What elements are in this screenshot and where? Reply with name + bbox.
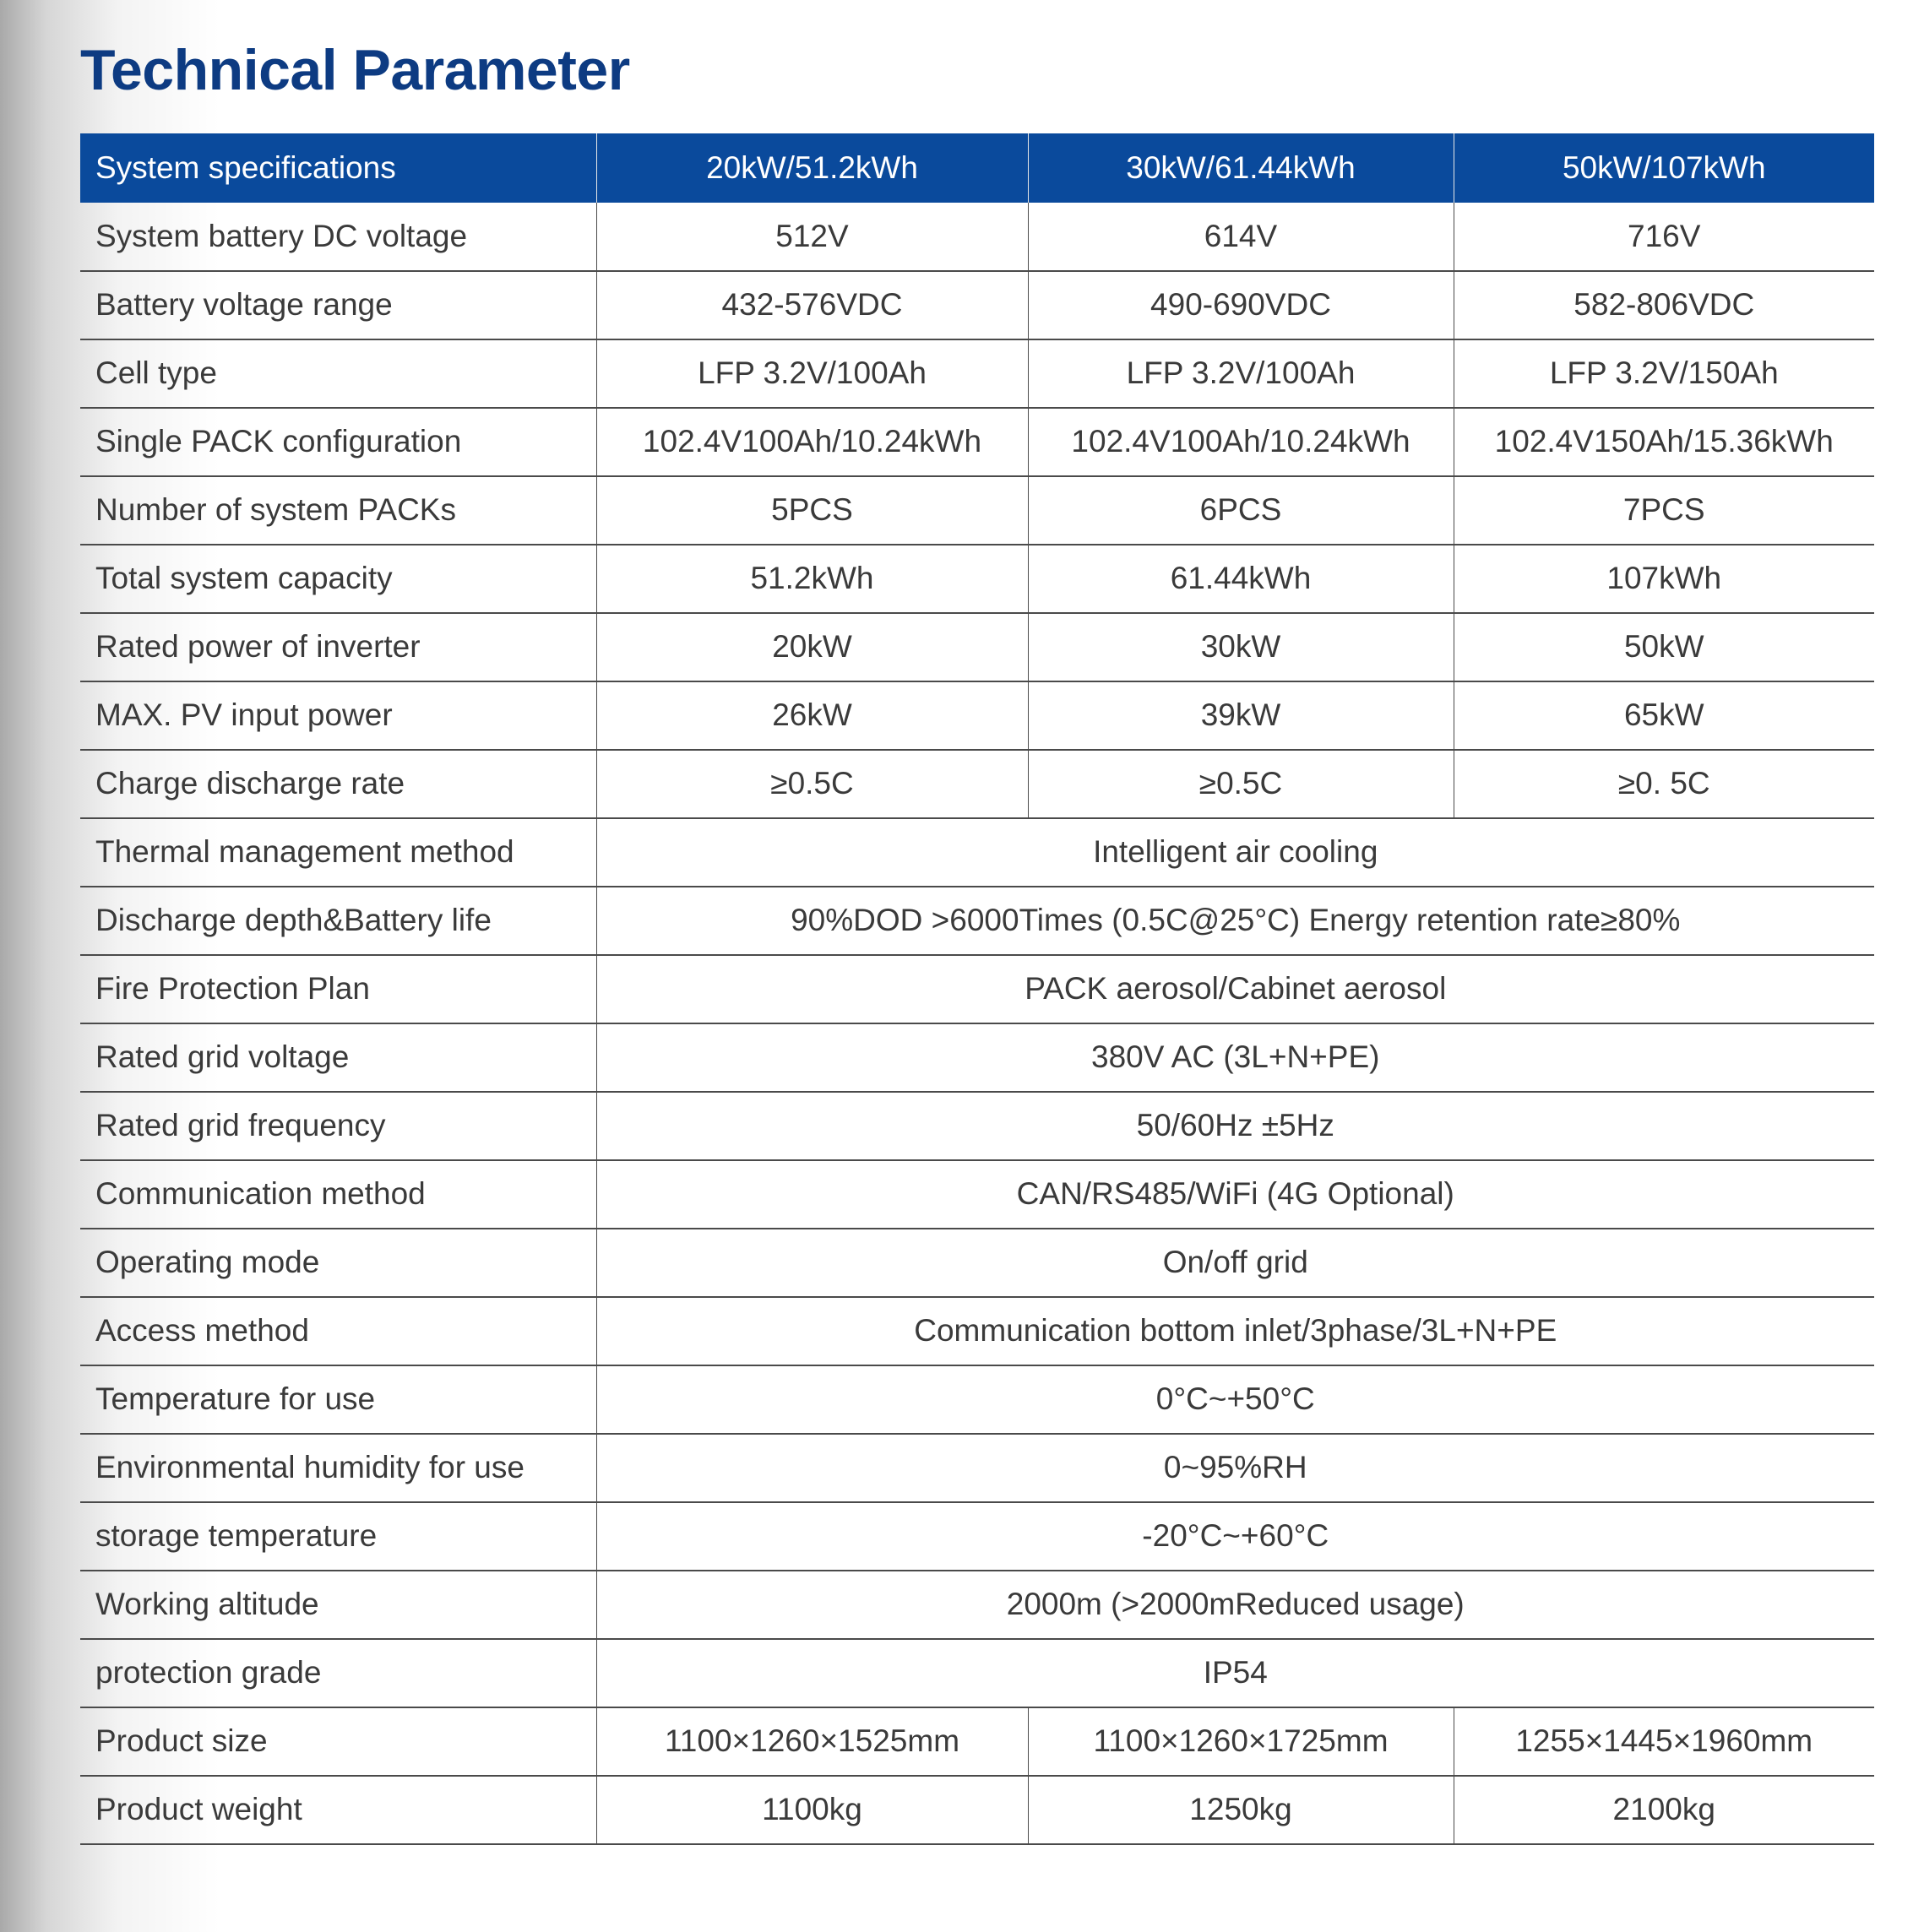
table-row	[80, 750, 1874, 818]
value-cell: 102.4V100Ah/10.24kWh	[1028, 408, 1454, 476]
table-row	[80, 1639, 1874, 1707]
merged-value-cell: CAN/RS485/WiFi (4G Optional)	[596, 1160, 1874, 1229]
table-row	[80, 545, 1874, 613]
header-row	[80, 133, 1874, 203]
table-row	[80, 1297, 1874, 1365]
row-label: Product weight	[80, 1776, 596, 1844]
row-label: Battery voltage range	[80, 271, 596, 339]
header-cell-20kw: 20kW/51.2kWh	[596, 133, 1028, 203]
row-label: Operating mode	[80, 1229, 596, 1297]
row-label: Rated grid voltage	[80, 1023, 596, 1092]
value-cell: 512V	[596, 203, 1028, 271]
row-label: Cell type	[80, 339, 596, 408]
value-cell: LFP 3.2V/150Ah	[1454, 339, 1874, 408]
value-cell: ≥0.5C	[1028, 750, 1454, 818]
row-label: Communication method	[80, 1160, 596, 1229]
table-row	[80, 1092, 1874, 1160]
value-cell: 102.4V100Ah/10.24kWh	[596, 408, 1028, 476]
merged-value-cell: 2000m (>2000mReduced usage)	[596, 1571, 1874, 1639]
row-label: Product size	[80, 1707, 596, 1776]
table-row	[80, 887, 1874, 955]
header-cell-spec: System specifications	[80, 133, 596, 203]
value-cell: 614V	[1028, 203, 1454, 271]
value-cell: LFP 3.2V/100Ah	[1028, 339, 1454, 408]
table-row	[80, 1707, 1874, 1776]
value-cell: 1100×1260×1525mm	[596, 1707, 1028, 1776]
table-row	[80, 203, 1874, 271]
value-cell: 51.2kWh	[596, 545, 1028, 613]
row-label: Access method	[80, 1297, 596, 1365]
value-cell: 26kW	[596, 681, 1028, 750]
page-title: Technical Parameter	[80, 38, 630, 102]
value-cell: 65kW	[1454, 681, 1874, 750]
value-cell: 716V	[1454, 203, 1874, 271]
value-cell: 1100kg	[596, 1776, 1028, 1844]
value-cell: 61.44kWh	[1028, 545, 1454, 613]
merged-value-cell: 90%DOD >6000Times (0.5C@25°C) Energy retention rate≥80%	[596, 887, 1874, 955]
table-row	[80, 1229, 1874, 1297]
table-row	[80, 1571, 1874, 1639]
merged-value-cell: On/off grid	[596, 1229, 1874, 1297]
table-row	[80, 613, 1874, 681]
row-label: Total system capacity	[80, 545, 596, 613]
value-cell: 490-690VDC	[1028, 271, 1454, 339]
spec-body	[80, 203, 1874, 1844]
row-label: Charge discharge rate	[80, 750, 596, 818]
value-cell: 5PCS	[596, 476, 1028, 545]
table-row	[80, 1776, 1874, 1844]
table-row	[80, 476, 1874, 545]
row-label: MAX. PV input power	[80, 681, 596, 750]
row-label: protection grade	[80, 1639, 596, 1707]
merged-value-cell: 380V AC (3L+N+PE)	[596, 1023, 1874, 1092]
value-cell: 7PCS	[1454, 476, 1874, 545]
row-label: storage temperature	[80, 1502, 596, 1571]
spec-table	[80, 133, 1874, 1845]
value-cell: 6PCS	[1028, 476, 1454, 545]
value-cell: 50kW	[1454, 613, 1874, 681]
merged-value-cell: 0~95%RH	[596, 1434, 1874, 1502]
value-cell: 1255×1445×1960mm	[1454, 1707, 1874, 1776]
table-row	[80, 1023, 1874, 1092]
row-label: Working altitude	[80, 1571, 596, 1639]
merged-value-cell: 50/60Hz ±5Hz	[596, 1092, 1874, 1160]
value-cell: 30kW	[1028, 613, 1454, 681]
table-row	[80, 955, 1874, 1023]
table-row	[80, 1434, 1874, 1502]
table-row	[80, 271, 1874, 339]
row-label: Number of system PACKs	[80, 476, 596, 545]
table-row	[80, 408, 1874, 476]
value-cell: ≥0. 5C	[1454, 750, 1874, 818]
table-row	[80, 339, 1874, 408]
row-label: Single PACK configuration	[80, 408, 596, 476]
table-row	[80, 1502, 1874, 1571]
merged-value-cell: Communication bottom inlet/3phase/3L+N+PE	[596, 1297, 1874, 1365]
table-row	[80, 681, 1874, 750]
row-label: Fire Protection Plan	[80, 955, 596, 1023]
header-cell-30kw: 30kW/61.44kWh	[1028, 133, 1454, 203]
value-cell: ≥0.5C	[596, 750, 1028, 818]
value-cell: 39kW	[1028, 681, 1454, 750]
merged-value-cell: 0°C~+50°C	[596, 1365, 1874, 1434]
table-row	[80, 818, 1874, 887]
value-cell: 107kWh	[1454, 545, 1874, 613]
merged-value-cell: PACK aerosol/Cabinet aerosol	[596, 955, 1874, 1023]
value-cell: 102.4V150Ah/15.36kWh	[1454, 408, 1874, 476]
row-label: Environmental humidity for use	[80, 1434, 596, 1502]
value-cell: 1100×1260×1725mm	[1028, 1707, 1454, 1776]
table-row	[80, 1160, 1874, 1229]
value-cell: 2100kg	[1454, 1776, 1874, 1844]
row-label: Rated grid frequency	[80, 1092, 596, 1160]
value-cell: 20kW	[596, 613, 1028, 681]
merged-value-cell: Intelligent air cooling	[596, 818, 1874, 887]
row-label: System battery DC voltage	[80, 203, 596, 271]
value-cell: 582-806VDC	[1454, 271, 1874, 339]
merged-value-cell: -20°C~+60°C	[596, 1502, 1874, 1571]
table-row	[80, 1365, 1874, 1434]
value-cell: LFP 3.2V/100Ah	[596, 339, 1028, 408]
row-label: Rated power of inverter	[80, 613, 596, 681]
value-cell: 1250kg	[1028, 1776, 1454, 1844]
row-label: Discharge depth&Battery life	[80, 887, 596, 955]
row-label: Thermal management method	[80, 818, 596, 887]
merged-value-cell: IP54	[596, 1639, 1874, 1707]
value-cell: 432-576VDC	[596, 271, 1028, 339]
header-cell-50kw: 50kW/107kWh	[1454, 133, 1874, 203]
row-label: Temperature for use	[80, 1365, 596, 1434]
